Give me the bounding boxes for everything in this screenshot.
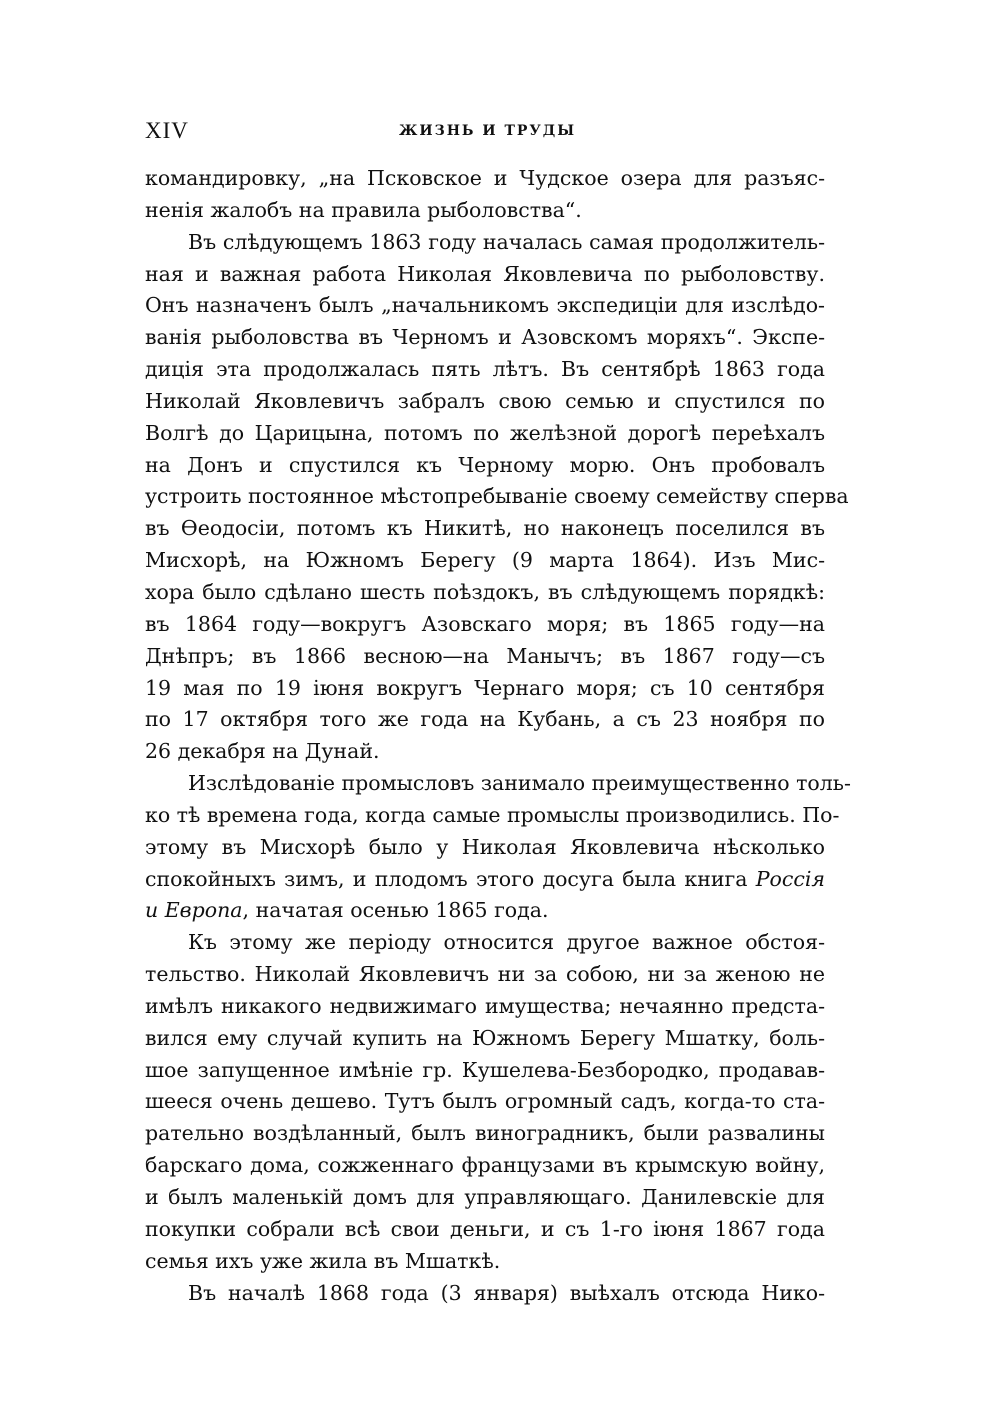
text-line: Въ началѣ 1868 года (3 января) выѣхалъ отсюда Нико- — [188, 1280, 825, 1305]
paragraph-5 — [145, 1278, 825, 1310]
text-fragment: спокойныхъ зимъ, и плодомъ этого досуга была книга — [145, 866, 748, 891]
text-line: хора было сдѣлано шесть поѣздокъ, въ слѣдующемъ порядкѣ: — [145, 579, 825, 604]
text-line: Изслѣдованіе промысловъ занимало преимущественно толь- — [188, 771, 851, 796]
text-line: Въ слѣдующемъ 1863 году началась самая продолжитель- — [188, 229, 825, 254]
text-line: Днѣпръ; въ 1866 весною—на Манычъ; въ 1867 году—съ — [145, 643, 825, 668]
text-line: имѣлъ никакого недвижимаго имущества; нечаянно предста- — [145, 993, 825, 1018]
text-line-with-title — [145, 864, 825, 896]
paragraph-3 — [145, 768, 851, 927]
text-line: Къ этому же періоду относится другое важное обстоя- — [188, 930, 825, 955]
text-line: ванія рыболовства въ Черномъ и Азовскомъ моряхъ“. Экспе- — [145, 325, 825, 350]
text-line: Николай Яковлевичъ забралъ свою семью и спустился по — [145, 388, 825, 413]
text-line: шееся очень дешево. Тутъ былъ огромный садъ, когда-то ста- — [145, 1089, 825, 1114]
text-line: этому въ Мисхорѣ было у Николая Яковлевича нѣсколько — [145, 834, 825, 859]
text-line: вился ему случай купить на Южномъ Берегу Мшатку, боль- — [145, 1025, 825, 1050]
text-line: ная и важная работа Николая Яковлевича по рыболовству. — [145, 261, 825, 286]
text-line: по 17 октября того же года на Кубань, а съ 23 ноября по — [145, 707, 825, 732]
text-line: диція эта продолжалась пять лѣтъ. Въ сентябрѣ 1863 года — [145, 357, 825, 382]
text-line: барскаго дома, сожженнаго французами въ крымскую войну, — [145, 1153, 825, 1178]
text-line: устроить постоянное мѣстопребываніе своему семейству сперва — [145, 484, 849, 509]
text-line: шое запущенное имѣніе гр. Кушелева-Безбородко, продавав- — [145, 1057, 825, 1082]
paragraph-4 — [145, 927, 825, 1277]
text-line: семья ихъ уже жила въ Мшаткѣ. — [145, 1248, 501, 1273]
text-line: Волгѣ до Царицына, потомъ по желѣзной дорогѣ переѣхалъ — [145, 420, 825, 445]
paragraph-2 — [145, 227, 849, 768]
running-title: ЖИЗНЬ И ТРУДЫ — [399, 123, 577, 139]
text-line: ко тѣ времена года, когда самые промыслы производились. По- — [145, 802, 840, 827]
page-number: XIV — [145, 118, 189, 143]
text-line: тельство. Николай Яковлевичъ ни за собою, ни за женою не — [145, 962, 825, 987]
text-line: рательно воздѣланный, былъ виноградникъ, были развалины — [145, 1121, 825, 1146]
book-title-part: Россія — [755, 866, 825, 891]
text-line: покупки собрали всѣ свои деньги, и съ 1-го іюня 1867 года — [145, 1216, 825, 1241]
text-line: 19 мая по 19 іюня вокругъ Чернаго моря; съ 10 сентября — [145, 675, 825, 700]
book-title-part: и Европа — [145, 898, 243, 923]
text-line: въ Ѳеодосіи, потомъ къ Никитѣ, но наконецъ поселился въ — [145, 516, 825, 541]
text-line: командировку, „на Псковское и Чудское озера для разъяс- — [145, 166, 825, 190]
text-line-with-title: и Европа, начатая осенью 1865 года. — [145, 898, 549, 923]
text-line: ненія жалобъ на правила рыболовства“. — [145, 197, 582, 222]
text-line: Мисхорѣ, на Южномъ Берегу (9 марта 1864). Изъ Мис- — [145, 548, 825, 573]
text-line: на Донъ и спустился къ Черному морю. Онъ пробовалъ — [145, 452, 825, 477]
text-line: въ 1864 году—вокругъ Азовскаго моря; въ 1865 году—на — [145, 611, 825, 636]
body-text — [145, 163, 851, 1309]
text-line: и былъ маленькій домъ для управляющаго. Данилевскіе для — [145, 1185, 825, 1209]
text-line: 26 декабря на Дунай. — [145, 739, 380, 764]
text-fragment: начатая осенью 1865 года. — [255, 898, 549, 923]
paragraph-1 — [145, 163, 825, 227]
running-head — [145, 118, 825, 148]
text-line: Онъ назначенъ былъ „начальникомъ экспедиціи для изслѣдо- — [145, 293, 825, 318]
